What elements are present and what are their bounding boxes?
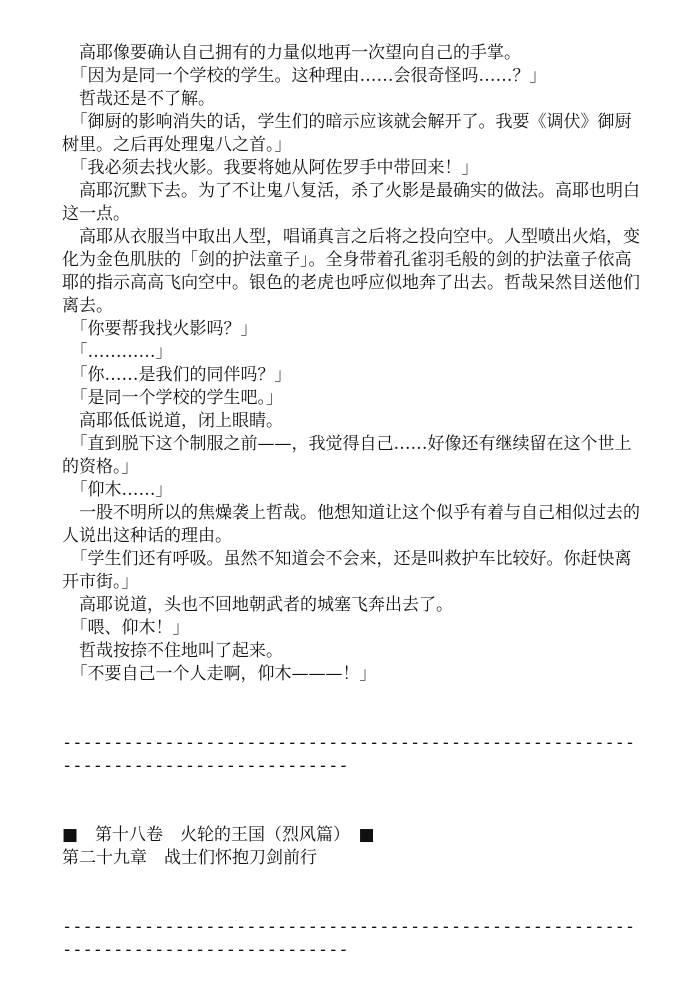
paragraph: 「不要自己一个人走啊，仰木———！」: [62, 664, 377, 684]
paragraph: 「喂、仰木！」: [62, 618, 190, 638]
chapter-heading: 第二十九章 战士们怀抱刀剑前行: [62, 848, 317, 868]
document-page: [62, 42, 640, 962]
paragraph: 「因为是同一个学校的学生。这种理由……会很奇怪吗……？」: [62, 66, 547, 86]
body-text: [62, 42, 640, 686]
paragraph: 「你要帮我找火影吗？」: [62, 319, 258, 339]
paragraph: 「御厨的影响消失的话，学生们的暗示应该就会解开了。我要《调伏》御厨树里。之后再处理鬼八之首。」: [62, 112, 632, 155]
paragraph: 高耶低低说道，闭上眼睛。: [62, 411, 283, 431]
paragraph: 高耶从衣服当中取出人型，唱诵真言之后将之投向空中。人型喷出火焰，变化为金色肌肤的「剑的护法童子」。全身带着孔雀羽毛般的剑的护法童子依高耶的指示高高飞向空中。银色的老虎也呼应似地奔了出去。哲哉呆然目送他们离去。: [62, 227, 640, 316]
separator-line: ------------------------------------------------------------------------------------: [62, 733, 636, 776]
separator-line: ------------------------------------------------------------------------------------: [62, 917, 636, 960]
paragraph: 高耶像要确认自己拥有的力量似地再一次望向自己的手掌。: [62, 43, 521, 63]
paragraph: 高耶沉默下去。为了不让鬼八复活，杀了火影是最确实的做法。高耶也明白这一点。: [62, 181, 640, 224]
paragraph: 「…………」: [62, 342, 173, 362]
paragraph: 「我必须去找火影。我要将她从阿佐罗手中带回来！」: [62, 158, 479, 178]
paragraph: 「你……是我们的同伴吗？」: [62, 365, 292, 385]
paragraph: 「直到脱下这个制服之前——，我觉得自己……好像还有继续留在这个世上的资格。」: [62, 434, 632, 477]
paragraph: 「学生们还有呼吸。虽然不知道会不会来，还是叫救护车比较好。你赶快离开市街。」: [62, 549, 632, 592]
paragraph: 哲哉按捺不住地叫了起来。: [62, 641, 283, 661]
paragraph: 一股不明所以的焦燥袭上哲哉。他想知道让这个似乎有着与自己相似过去的人说出这种话的理由。: [62, 503, 640, 546]
paragraph: 「是同一个学校的学生吧。」: [62, 388, 283, 408]
volume-heading: ■ 第十八卷 火轮的王国（烈风篇） ■: [62, 825, 375, 845]
paragraph: 高耶说道，头也不回地朝武者的城塞飞奔出去了。: [62, 595, 453, 615]
paragraph: 哲哉还是不了解。: [62, 89, 215, 109]
paragraph: 「仰木……」: [62, 480, 173, 500]
